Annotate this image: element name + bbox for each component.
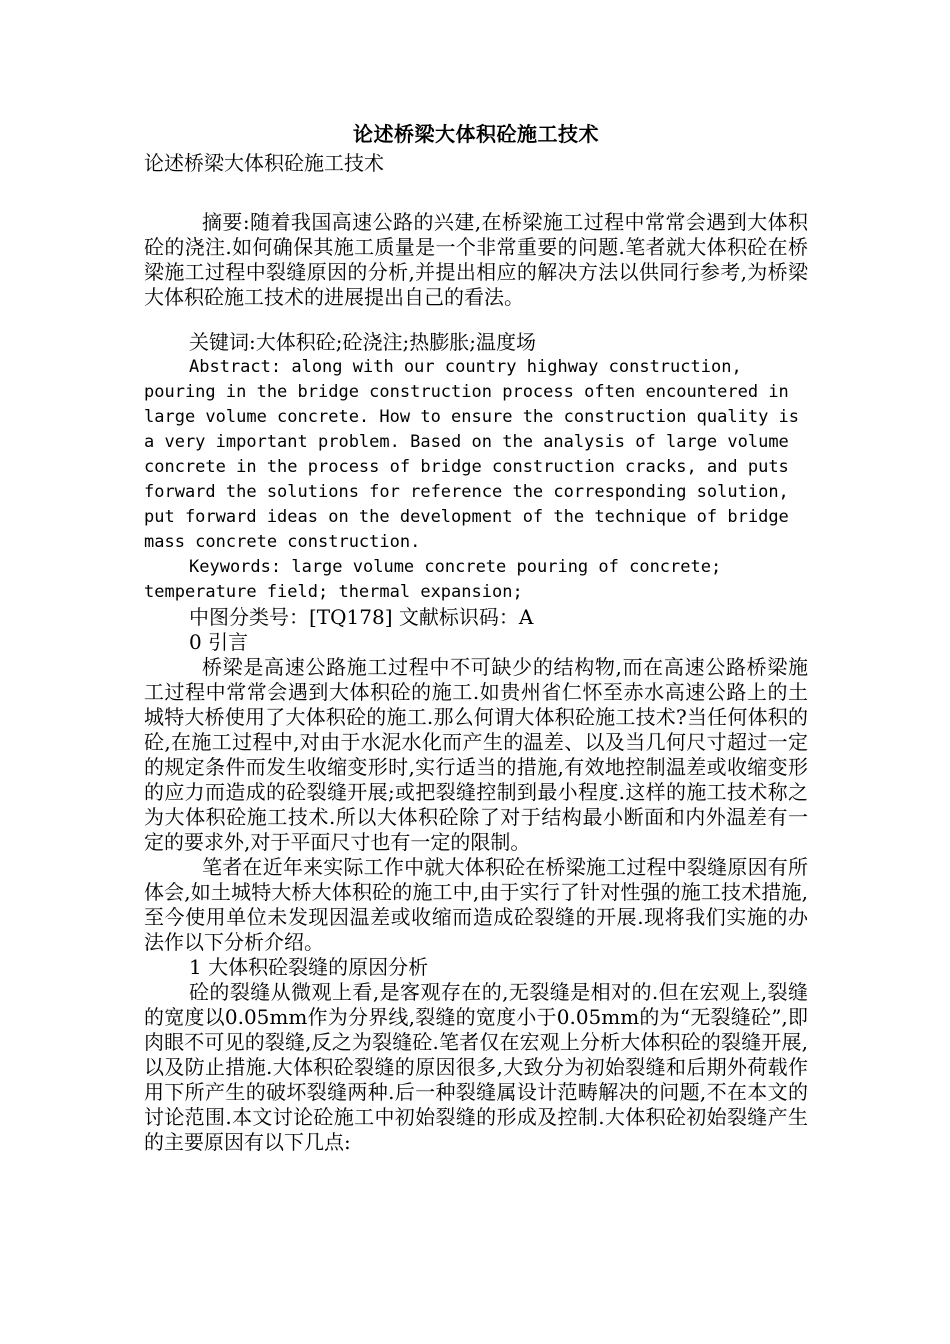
- document-title: 论述桥梁大体积砼施工技术: [353, 122, 599, 146]
- section-1-heading: 1 大体积砼裂缝的原因分析: [189, 955, 429, 979]
- abstract-cn: 摘要:随着我国高速公路的兴建,在桥梁施工过程中常常会遇到大体积砼的浇注.如何确保其施工质量是一个非常重要的问题.笔者就大体积砼在桥梁施工过程中裂缝原因的分析,并提出相应的解决方法以供同行参考,为桥梁大体积砼施工技术的进展提出自己的看法。: [144, 210, 808, 309]
- intro-paragraph-1: 桥梁是高速公路施工过程中不可缺少的结构物,而在高速公路桥梁施工过程中常常会遇到大体积砼的施工.如贵州省仁怀至赤水高速公路上的土城特大桥使用了大体积砼的施工.那么何谓大体积砼施工技术?当任何体积的砼,在施工过程中,对由于水泥水化而产生的温差、以及当几何尺寸超过一定的规定条件而发生收缩变形时,实行适当的措施,有效地控制温差或收缩变形的应力而造成的砼裂缝开展;或把裂缝控制到最小程度.这样的施工技术称之为大体积砼施工技术.所以大体积砼除了对于结构最小断面和内外温差有一定的要求外,对于平面尺寸也有一定的限制。: [144, 655, 808, 854]
- keywords-cn: 关键词:大体积砼;砼浇注;热膨胀;温度场: [189, 330, 536, 354]
- document-page: [144, 118, 808, 1155]
- intro-paragraph-2: 笔者在近年来实际工作中就大体积砼在桥梁施工过程中裂缝原因有所体会,如土城特大桥大体积砼的施工中,由于实行了针对性强的施工技术措施,至今使用单位未发现因温差或收缩而造成砼裂缝的开展.现将我们实施的办法作以下分析介绍。: [144, 855, 808, 954]
- classification-line: 中图分类号：[TQ178] 文献标识码：A: [189, 605, 534, 629]
- abstract-en: Abstract: along with our country highway construction, pouring in the bridge construction process often encountered in large volume concrete. How to ensure the construction quality is a very important problem. Based on the analysis of large volume concrete in the process of bridge construction cracks, and puts forward the solutions for reference the corresponding solution, put forward ideas on the development of the technique of bridge mass concrete construction.: [144, 357, 800, 552]
- document-subtitle: 论述桥梁大体积砼施工技术: [144, 151, 384, 175]
- section-0-heading: 0 引言: [189, 630, 249, 654]
- keywords-en: Keywords: large volume concrete pouring of concrete; temperature field; thermal expansion;: [144, 557, 722, 602]
- section-1-paragraph-1: 砼的裂缝从微观上看,是客观存在的,无裂缝是相对的.但在宏观上,裂缝的宽度以0.05mm作为分界线,裂缝的宽度小于0.05mm的为“无裂缝砼”,即肉眼不可见的裂缝,反之为裂缝砼.笔者仅在宏观上分析大体积砼的裂缝开展,以及防止措施.大体积砼裂缝的原因很多,大致分为初始裂缝和后期外荷载作用下所产生的破坏裂缝两种.后一种裂缝属设计范畴解决的问题,不在本文的讨论范围.本文讨论砼施工中初始裂缝的形成及控制.大体积砼初始裂缝产生的主要原因有以下几点:: [144, 980, 808, 1154]
